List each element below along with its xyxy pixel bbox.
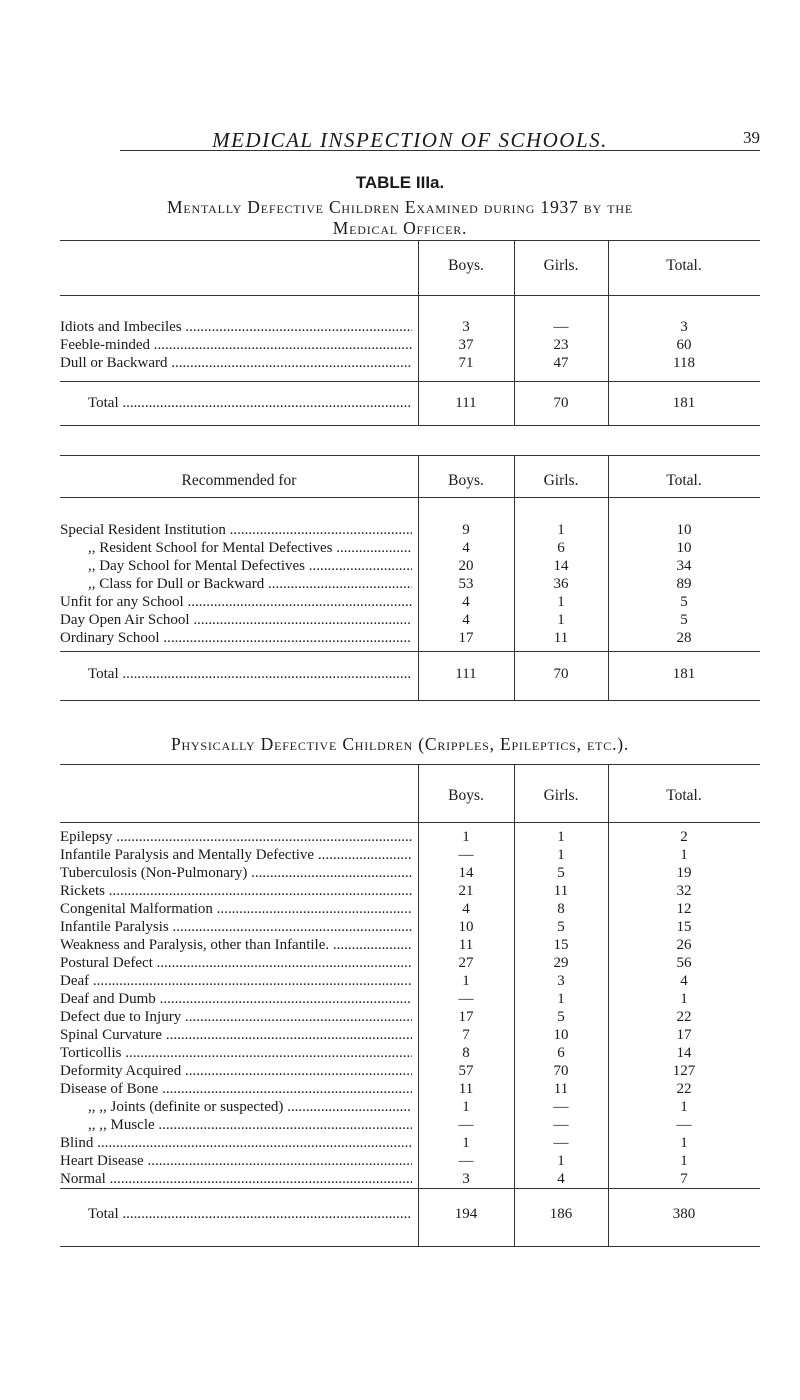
cell-girls: 36 <box>553 576 569 592</box>
cell-total: 5 <box>680 594 688 610</box>
cell-girls: 10 <box>553 1027 569 1043</box>
header-total: Total. <box>666 472 702 489</box>
cell-boys: 11 <box>458 937 474 953</box>
cell-total: 1 <box>680 1135 688 1151</box>
cell-total: 12 <box>676 901 692 917</box>
cell-total: 22 <box>676 1081 692 1097</box>
cell-boys: 4 <box>462 540 470 556</box>
cell-total: 5 <box>680 612 688 628</box>
cell-total: 56 <box>676 955 692 971</box>
cell-boys: 20 <box>458 558 474 574</box>
table-row <box>0 1027 800 1044</box>
cell-boys: 71 <box>458 355 474 371</box>
table-row <box>0 319 800 336</box>
row-label: Infantile Paralysis ..... <box>60 919 412 936</box>
cell-boys: 7 <box>462 1027 470 1043</box>
table-row <box>0 883 800 900</box>
cell-total: 380 <box>672 1206 696 1222</box>
cell-total: 1 <box>680 1099 688 1115</box>
cell-girls: 70 <box>553 395 569 411</box>
cell-boys: 14 <box>458 865 474 881</box>
cell-total: 3 <box>680 319 688 335</box>
cell-girls: — <box>553 1117 569 1133</box>
cell-girls: 5 <box>557 919 565 935</box>
cell-boys: 111 <box>455 395 477 411</box>
cell-total: 17 <box>676 1027 692 1043</box>
cell-total: 1 <box>680 847 688 863</box>
row-label: Rickets ..... <box>60 883 412 900</box>
cell-girls: 1 <box>557 594 565 610</box>
cell-girls: 1 <box>557 612 565 628</box>
cell-girls: 5 <box>557 865 565 881</box>
caption-line-1: Mentally Defective Children Examined during 1937 by the <box>167 197 633 217</box>
cell-girls: 70 <box>553 666 569 682</box>
cell-total: 19 <box>676 865 692 881</box>
cell-girls: 70 <box>553 1063 569 1079</box>
cell-total: 15 <box>676 919 692 935</box>
header-girls: Girls. <box>543 472 579 489</box>
cell-total: 32 <box>676 883 692 899</box>
row-label: Normal ..... <box>60 1171 412 1188</box>
cell-total: 34 <box>676 558 692 574</box>
row-label: Heart Disease ..... <box>60 1153 412 1170</box>
row-label: Postural Defect ..... <box>60 955 412 972</box>
cell-girls: 6 <box>557 540 565 556</box>
cell-total: 10 <box>676 522 692 538</box>
cell-boys: 1 <box>462 973 470 989</box>
cell-girls: 4 <box>557 1171 565 1187</box>
table-row <box>0 558 800 575</box>
cell-girls: 5 <box>557 1009 565 1025</box>
cell-total: 181 <box>672 666 696 682</box>
row-label: Congenital Malformation ..... <box>60 901 412 918</box>
row-label: ,, Resident School for Mental Defectives ..... <box>88 540 412 557</box>
row-label: Epilepsy ..... <box>60 829 412 846</box>
running-head <box>60 128 760 152</box>
cell-girls: 1 <box>557 991 565 1007</box>
cell-girls: 1 <box>557 522 565 538</box>
row-label: Weakness and Paralysis, other than Infantile. ..... <box>60 937 412 954</box>
cell-total: 1 <box>680 991 688 1007</box>
cell-girls: — <box>553 1135 569 1151</box>
row-label: Defect due to Injury ..... <box>60 1009 412 1026</box>
cell-total: 60 <box>676 337 692 353</box>
cell-total: 26 <box>676 937 692 953</box>
row-label: Idiots and Imbeciles ..... <box>60 319 412 336</box>
cell-boys: — <box>458 1117 474 1133</box>
cell-girls: 186 <box>549 1206 573 1222</box>
cell-total: 22 <box>676 1009 692 1025</box>
table-row <box>0 1099 800 1116</box>
cell-girls: — <box>553 1099 569 1115</box>
table-row <box>0 1063 800 1080</box>
header-girls: Girls. <box>543 257 579 274</box>
row-label: Blind ..... <box>60 1135 412 1152</box>
cell-boys: 17 <box>458 1009 474 1025</box>
cell-boys: 37 <box>458 337 474 353</box>
row-label: Tuberculosis (Non-Pulmonary) ..... <box>60 865 412 882</box>
row-label: Day Open Air School ..... <box>60 612 412 629</box>
header-boys: Boys. <box>448 472 484 489</box>
cell-girls: — <box>553 319 569 335</box>
table-row <box>0 1153 800 1170</box>
header-recommended: Recommended for <box>181 472 297 489</box>
table-row <box>0 337 800 354</box>
row-label: Deaf and Dumb ..... <box>60 991 412 1008</box>
table-row <box>0 1117 800 1134</box>
table-row <box>0 937 800 954</box>
table-row <box>0 1081 800 1098</box>
table-row <box>0 540 800 557</box>
row-label: Deformity Acquired ..... <box>60 1063 412 1080</box>
cell-boys: — <box>458 1153 474 1169</box>
row-label: Disease of Bone ..... <box>60 1081 412 1098</box>
row-label: Infantile Paralysis and Mentally Defective ..... <box>60 847 412 864</box>
cell-girls: 1 <box>557 829 565 845</box>
cell-girls: 11 <box>553 1081 569 1097</box>
cell-boys: 4 <box>462 901 470 917</box>
table-row <box>0 829 800 846</box>
header-total: Total. <box>666 257 702 274</box>
cell-total: 7 <box>680 1171 688 1187</box>
header-boys: Boys. <box>448 787 484 804</box>
cell-boys: 11 <box>458 1081 474 1097</box>
table-row <box>0 919 800 936</box>
cell-boys: 8 <box>462 1045 470 1061</box>
table-label: TABLE IIIa. <box>355 173 445 192</box>
cell-girls: 14 <box>553 558 569 574</box>
row-label: Total ..... <box>88 395 412 412</box>
cell-girls: 47 <box>553 355 569 371</box>
running-title: MEDICAL INSPECTION OF SCHOOLS. <box>212 128 608 152</box>
row-label: Ordinary School ..... <box>60 630 412 647</box>
row-label: ,, ,, Joints (definite or suspected) ..... <box>88 1099 412 1116</box>
row-label: Deaf ..... <box>60 973 412 990</box>
cell-total: 127 <box>672 1063 696 1079</box>
header-boys: Boys. <box>448 257 484 274</box>
row-label: Special Resident Institution ..... <box>60 522 412 539</box>
row-label: ,, ,, Muscle ..... <box>88 1117 412 1134</box>
cell-boys: 21 <box>458 883 474 899</box>
row-label: Dull or Backward ..... <box>60 355 412 372</box>
cell-boys: 27 <box>458 955 474 971</box>
cell-girls: 11 <box>553 630 569 646</box>
cell-boys: 9 <box>462 522 470 538</box>
cell-boys: 1 <box>462 1099 470 1115</box>
row-label: Unfit for any School ..... <box>60 594 412 611</box>
table-total-row <box>0 1206 800 1223</box>
cell-boys: 1 <box>462 829 470 845</box>
cell-total: — <box>676 1117 692 1133</box>
cell-girls: 6 <box>557 1045 565 1061</box>
cell-total: 89 <box>676 576 692 592</box>
cell-boys: 4 <box>462 594 470 610</box>
cell-boys: 10 <box>458 919 474 935</box>
cell-total: 181 <box>672 395 696 411</box>
head-rule <box>120 150 760 151</box>
cell-total: 2 <box>680 829 688 845</box>
cell-girls: 1 <box>557 1153 565 1169</box>
caption-physical: Physically Defective Children (Cripples, Epileptics, etc.). <box>170 734 630 754</box>
page-number: 39 <box>743 128 760 147</box>
cell-boys: 194 <box>454 1206 478 1222</box>
row-label: Spinal Curvature ..... <box>60 1027 412 1044</box>
cell-total: 4 <box>680 973 688 989</box>
cell-total: 118 <box>673 355 695 371</box>
table-row <box>0 630 800 647</box>
row-label: Torticollis ..... <box>60 1045 412 1062</box>
table-row <box>0 1171 800 1188</box>
caption-mental <box>40 197 760 239</box>
row-label: ,, Class for Dull or Backward ..... <box>88 576 412 593</box>
cell-boys: 1 <box>462 1135 470 1151</box>
table-row <box>0 522 800 539</box>
table-row <box>0 1135 800 1152</box>
header-girls: Girls. <box>543 787 579 804</box>
row-label: Feeble-minded ..... <box>60 337 412 354</box>
table-row <box>0 1045 800 1062</box>
cell-girls: 8 <box>557 901 565 917</box>
cell-boys: — <box>458 847 474 863</box>
table-total-row <box>0 666 800 683</box>
cell-total: 28 <box>676 630 692 646</box>
table-row <box>0 576 800 593</box>
cell-girls: 23 <box>553 337 569 353</box>
cell-total: 14 <box>676 1045 692 1061</box>
cell-boys: 3 <box>462 1171 470 1187</box>
cell-boys: 57 <box>458 1063 474 1079</box>
cell-boys: 3 <box>462 319 470 335</box>
cell-boys: 53 <box>458 576 474 592</box>
table-row <box>0 355 800 372</box>
table-row <box>0 901 800 918</box>
cell-girls: 11 <box>553 883 569 899</box>
table-row <box>0 991 800 1008</box>
cell-boys: 4 <box>462 612 470 628</box>
table-row <box>0 612 800 629</box>
table-row <box>0 865 800 882</box>
table-row <box>0 594 800 611</box>
cell-girls: 29 <box>553 955 569 971</box>
table-total-row <box>0 395 800 412</box>
header-total: Total. <box>666 787 702 804</box>
table-row <box>0 955 800 972</box>
cell-girls: 3 <box>557 973 565 989</box>
caption-line-2: Medical Officer. <box>332 218 468 238</box>
table-row <box>0 1009 800 1026</box>
cell-girls: 15 <box>553 937 569 953</box>
row-label: ,, Day School for Mental Defectives ..... <box>88 558 412 575</box>
table-row <box>0 973 800 990</box>
row-label: Total ..... <box>88 1206 412 1223</box>
cell-boys: — <box>458 991 474 1007</box>
table-row <box>0 847 800 864</box>
cell-boys: 17 <box>458 630 474 646</box>
cell-total: 1 <box>680 1153 688 1169</box>
row-label: Total ..... <box>88 666 412 683</box>
cell-boys: 111 <box>455 666 477 682</box>
cell-total: 10 <box>676 540 692 556</box>
cell-girls: 1 <box>557 847 565 863</box>
